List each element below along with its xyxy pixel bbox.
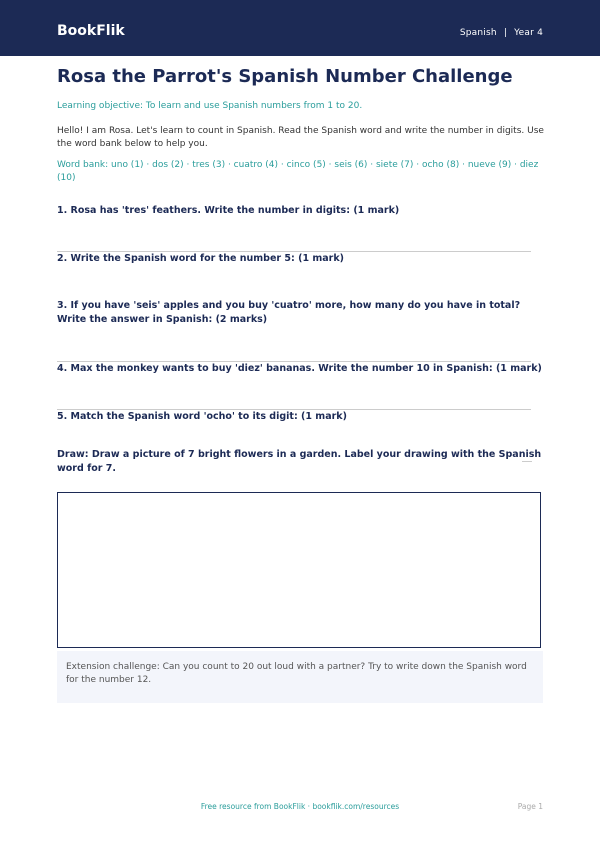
header-bar: [0, 0, 600, 56]
brand-logo[interactable]: BookFlik: [57, 23, 125, 39]
meta-separator: |: [503, 28, 508, 38]
page-title: Rosa the Parrot's Spanish Number Challenge: [57, 66, 513, 87]
extension-text: Extension challenge: Can you count to 20 out loud with a partner? Try to write down the Spanish word for the number 12.: [66, 662, 527, 685]
question-1: 1. Rosa has 'tres' feathers. Write the number in digits: (1 mark): [57, 205, 400, 216]
draw-prompt: Draw: Draw a picture of 7 bright flowers in a garden. Label your drawing with the Spanish word for 7.: [57, 449, 542, 474]
year-label: Year 4: [514, 28, 543, 38]
learning-objective: Learning objective: To learn and use Spanish numbers from 1 to 20.: [57, 101, 363, 111]
subject-year-label: [460, 28, 543, 38]
subject-label: Spanish: [459, 28, 497, 38]
extension-challenge: [57, 651, 543, 703]
intro-text: Hello! I am Rosa. Let's learn to count in Spanish. Read the Spanish word and write the number in digits. Use the word bank below to help you.: [57, 126, 544, 149]
question-2: 2. Write the Spanish word for the number 5: (1 mark): [57, 253, 345, 264]
question-3: 3. If you have 'seis' apples and you buy 'cuatro' more, how many do you have in total? Write the answer in Spanish: (2 marks): [57, 300, 521, 325]
footer-text[interactable]: Free resource from BookFlik · bookflik.com/resources: [200, 802, 400, 811]
drawing-area[interactable]: [57, 492, 541, 648]
page-number: Page 1: [517, 802, 543, 811]
word-bank: Word bank: uno (1) · dos (2) · tres (3) · cuatro (4) · cinco (5) · seis (6) · siete (7) · ocho (8) · nueve (9) · diez (10): [57, 160, 539, 183]
question-5: 5. Match the Spanish word 'ocho' to its digit: (1 mark): [57, 411, 347, 422]
draw-prompt-underline: [522, 461, 532, 462]
question-4: 4. Max the monkey wants to buy 'diez' bananas. Write the number 10 in Spanish: (1 mark): [57, 363, 542, 374]
